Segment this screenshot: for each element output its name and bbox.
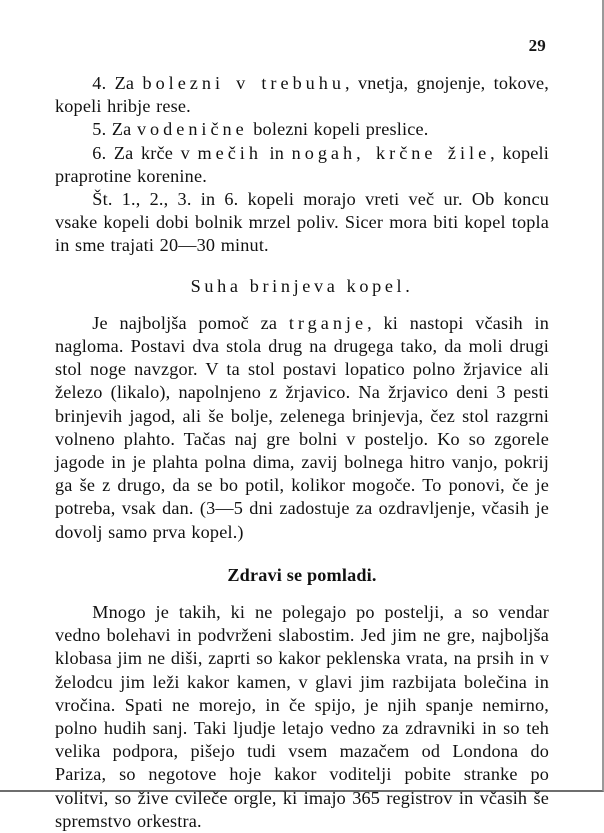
list-item-6 bbox=[55, 142, 549, 188]
list-item-6-middle: in bbox=[261, 142, 292, 163]
list-item-6-rest: , kopeli praprotine korenine. bbox=[55, 142, 550, 186]
juniper-bath-paragraph bbox=[55, 312, 549, 544]
list-item-4-rest: , vnetja, gnojenje, tokove, kopeli hribje rese. bbox=[55, 73, 550, 117]
spacer-after-heading-1 bbox=[55, 298, 549, 312]
section-heading-zdravi-se-pomladi: Zdravi se pomladi. bbox=[227, 564, 377, 585]
spring-health-paragraph: Mnogo je takih, ki ne polegajo po postelji, a so vendar vedno bolehavi in podvrženi slabostim. Jed jim ne gre, najboljša klobasa jim ne diši, zaprti so kakor peklenska vrata, na prsih in v želodcu jim leži kakor kamen, v glavi jim razbijata bolečina in vročina. Spati ne morejo, in če spijo, je njih spanje nemirno, polno hudih sanj. Taki ljudje letajo vedno za zdravniki in so teh velika podpora, pišejo tudi vsem mazačem od Londona do Pariza, so negotove hoje kakor voditelji pobite stranke po volitvi, so žive cvileče orgle, ki imajo 365 registrov in včasih še spremstvo orkestra. bbox=[55, 602, 549, 831]
list-item-4 bbox=[55, 72, 549, 118]
juniper-bath-emphasis: trganje bbox=[288, 312, 368, 333]
list-item-5-rest: bolezni kopeli preslice. bbox=[247, 119, 429, 140]
list-item-6-emphasis: mečih bbox=[197, 142, 262, 163]
list-item-5-number: 5. Za bbox=[92, 119, 137, 140]
list-item-6-emphasis-2: nogah, krčne žile bbox=[291, 142, 491, 163]
bath-note-paragraph: Št. 1., 2., 3. in 6. kopeli morajo vreti več ur. Ob koncu vsake kopeli dobi bolnik mrzel poliv. Sicer mora biti kopel topla in sme trajati 20—30 minut. bbox=[55, 189, 549, 256]
list-item-5 bbox=[55, 118, 549, 141]
text-block bbox=[55, 72, 549, 833]
section-heading-suha-brinjeva-kopel: Suha brinjeva kopel. bbox=[190, 275, 414, 296]
page-number: 29 bbox=[528, 36, 546, 55]
juniper-bath-rest: , ki nastopi včasih in nagloma. Postavi dva stola drug na drugega tako, da moli drugi stol noge navzgor. V ta stol postavi lopatico polno žrjavice ali železo (likalo), napolnjeno z žrjavico. Na žrjavico deni 3 pesti brinjevih jagod, ali še bolje, zelenega brinjevja, čez stol razgrni volneno plahto. Tačas naj gre bolni v posteljo. Ko so zgorele jagode in je plahta polna dima, zavij bolnega hitro vanjo, pokrij ga še z drugo, da se bo potil, kolikor mogoče. To ponovi, če je potreba, vsak dan. (3—5 dni zadostuje za ozdravljenje, včasih je dovolj samo prva kopel.) bbox=[55, 312, 549, 542]
list-item-4-emphasis: bolezni v trebuhu bbox=[142, 73, 345, 93]
spacer-before-heading-1 bbox=[55, 258, 549, 275]
juniper-bath-lead: Je najboljša pomoč za bbox=[92, 312, 289, 333]
list-item-5-emphasis: vodenične bbox=[136, 119, 248, 140]
list-item-4-number: 4. Za bbox=[92, 73, 143, 93]
spacer-after-heading-2 bbox=[55, 587, 549, 601]
list-item-6-number: 6. Za krče v bbox=[92, 142, 198, 163]
spacer-before-heading-2 bbox=[55, 544, 549, 564]
